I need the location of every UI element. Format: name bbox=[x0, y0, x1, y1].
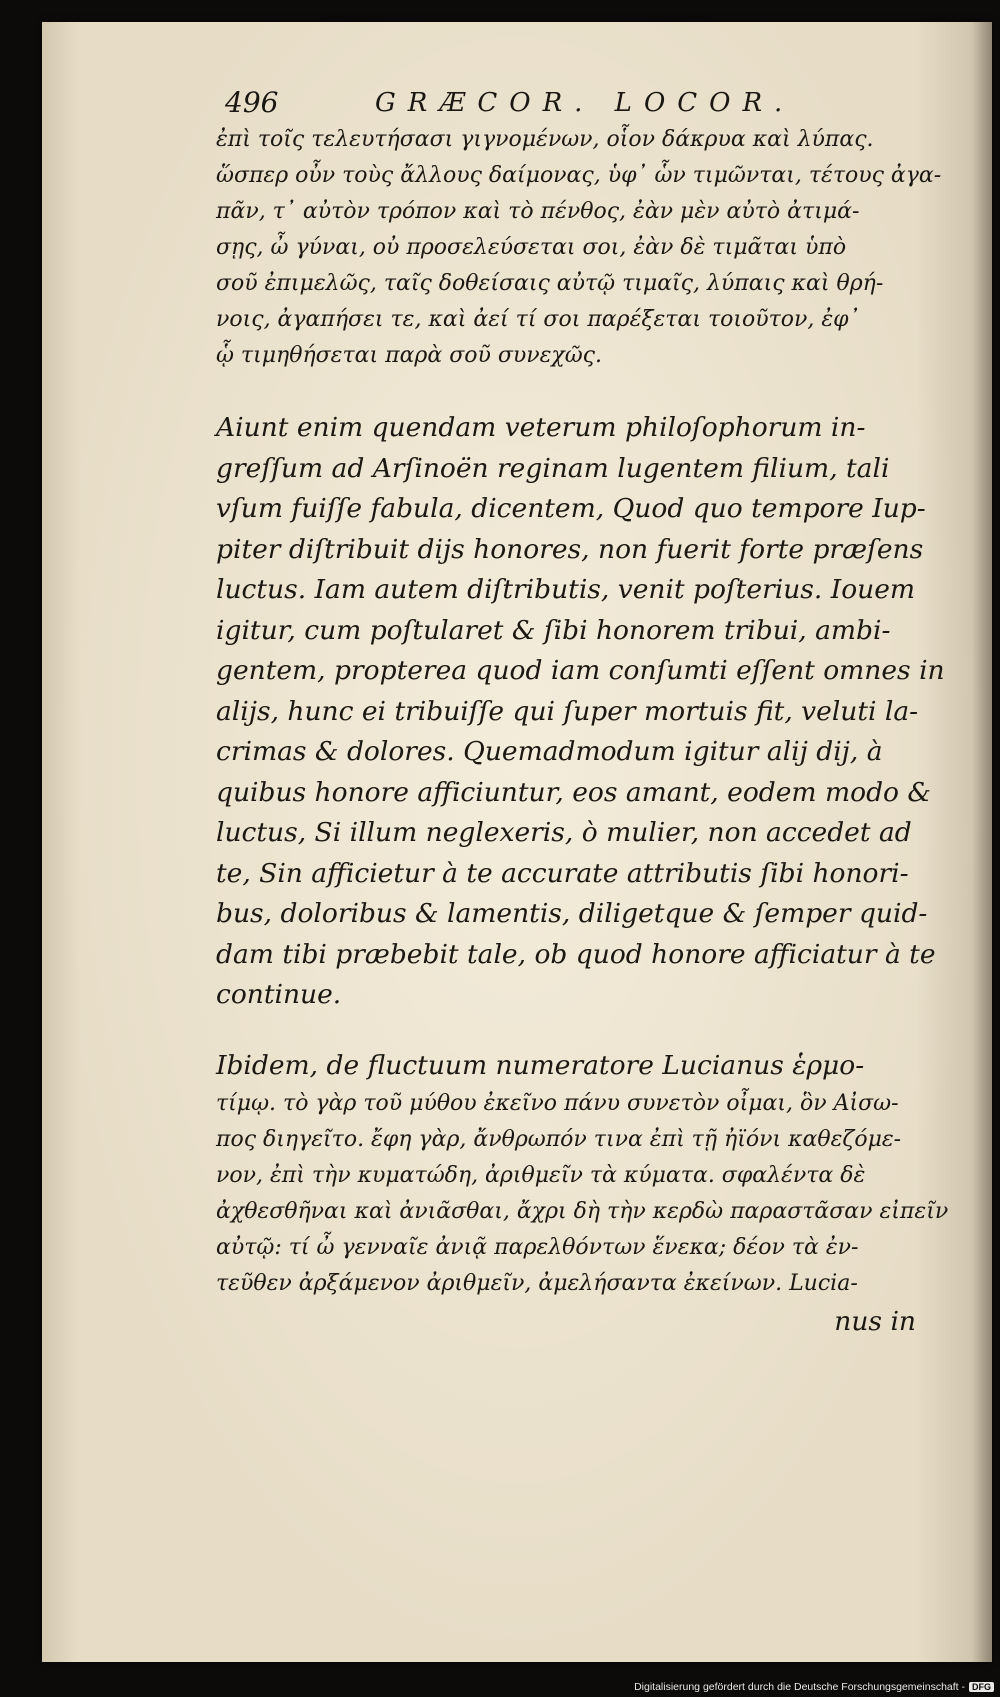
latin-line: luctus. Iam autem diſtributis, venit poſterius. Iouem bbox=[216, 574, 916, 605]
latin-line: continue. bbox=[216, 979, 342, 1010]
greek-line: νον, ἐπὶ τὴν κυματώδη, ἀριθμεῖν τὰ κύματα. σφαλέντα δὲ bbox=[216, 1163, 866, 1188]
greek-line: τεῦθεν ἀρξάμενον ἀριθμεῖν, ἀμελήσαντα ἐκείνων. Lucia- bbox=[216, 1271, 858, 1296]
running-head: GRÆCOR. LOCOR. bbox=[375, 88, 795, 118]
latin-line: dam tibi præbebit tale, ob quod honore afficiatur à te bbox=[216, 938, 936, 970]
greek-line: πᾶν, τ᾽ αὐτὸν τρόπον καὶ τὸ πένθος, ἐὰν μὲν αὐτὸ ἀτιμά- bbox=[216, 199, 860, 224]
latin-line: te, Sin afficietur à te accurate attributis ſibi honori- bbox=[216, 857, 909, 889]
greek-line: ἀχθεσθῆναι καὶ ἀνιᾶσθαι, ἄχρι δὴ τὴν κερδὼ παραστᾶσαν εἰπεῖν bbox=[216, 1199, 949, 1224]
greek-line: τίμῳ. τὸ γὰρ τοῦ μύθου ἐκεῖνο πάνυ συνετὸν οἶμαι, ὃν Αἰσω- bbox=[216, 1091, 899, 1116]
latin-line: crimas & dolores. Quemadmodum igitur alij dij, à bbox=[216, 736, 883, 767]
greek-line: σῃς, ὦ γύναι, οὐ προσελεύσεται σοι, ἐὰν δὲ τιμᾶται ὑπὸ bbox=[216, 235, 847, 260]
latin-line: piter diſtribuit dijs honores, non fuerit forte præſens bbox=[216, 533, 924, 565]
latin-line: Ibidem, de fluctuum numeratore Lucianus ἑρμο- bbox=[216, 1049, 865, 1081]
latin-line: alijs, hunc ei tribuiſſe qui ſuper mortuis fit, veluti la- bbox=[216, 695, 919, 727]
latin-passage-1 bbox=[216, 408, 945, 1016]
greek-line: ὥσπερ οὖν τοὺς ἄλλους δαίμονας, ὑφ᾽ ὧν τιμῶνται, τέτους ἀγα- bbox=[216, 163, 942, 188]
greek-line: ᾧ τιμηθήσεται παρὰ σοῦ συνεχῶς. bbox=[216, 343, 602, 368]
mixed-passage-2 bbox=[216, 1046, 949, 1303]
latin-line: luctus, Si illum neglexeris, ò mulier, non accedet ad bbox=[216, 817, 912, 848]
paragraph-gap bbox=[216, 1016, 916, 1046]
greek-line: ἐπὶ τοῖς τελευτήσασι γιγνομένων, οἷον δάκρυα καὶ λύπας. bbox=[216, 127, 874, 152]
paragraph-gap bbox=[216, 374, 916, 408]
greek-line: σοῦ ἐπιμελῶς, ταῖς δοθείσαις αὐτῷ τιμαῖς, λύπαις καὶ θρή- bbox=[216, 271, 884, 296]
catchword: nus in bbox=[834, 1306, 916, 1337]
greek-line: πος διηγεῖτο. ἔφη γὰρ, ἄνθρωπόν τινα ἐπὶ τῇ ἠϊόνι καθεζόμε- bbox=[216, 1127, 902, 1152]
page-text bbox=[216, 122, 949, 1342]
dfg-logo: DFG bbox=[969, 1682, 994, 1692]
latin-line: quibus honore afficiuntur, eos amant, eodem modo & bbox=[216, 776, 931, 808]
greek-line: αὐτῷ: τί ὦ γενναῖε ἀνιᾷ παρελθόντων ἕνεκα; δέον τὰ ἐν- bbox=[216, 1235, 859, 1260]
greek-passage-1 bbox=[216, 122, 942, 374]
greek-line: νοις, ἀγαπήσει τε, καὶ ἀεί τί σοι παρέξεται τοιοῦτον, ἐφ᾽ bbox=[216, 307, 860, 332]
page-number: 496 bbox=[225, 86, 279, 119]
latin-line: igitur, cum poſtularet & ſibi honorem tribui, ambi- bbox=[216, 614, 891, 646]
latin-line: greſſum ad Arſinoën reginam lugentem filium, tali bbox=[216, 452, 890, 484]
latin-line: vſum fuiſſe fabula, dicentem, Quod quo tempore Iup- bbox=[216, 493, 926, 524]
latin-line: Aiunt enim quendam veterum philoſophorum in- bbox=[216, 412, 866, 443]
latin-line: gentem, propterea quod iam conſumti eſſent omnes in bbox=[216, 655, 945, 686]
credit-text: Digitalisierung gefördert durch die Deutsche Forschungsgemeinschaft - bbox=[634, 1681, 965, 1693]
latin-line: bus, doloribus & lamentis, diligetque & ſemper quid- bbox=[216, 898, 928, 929]
digitization-credit bbox=[634, 1681, 994, 1693]
page-edge-shadow bbox=[972, 22, 992, 1662]
